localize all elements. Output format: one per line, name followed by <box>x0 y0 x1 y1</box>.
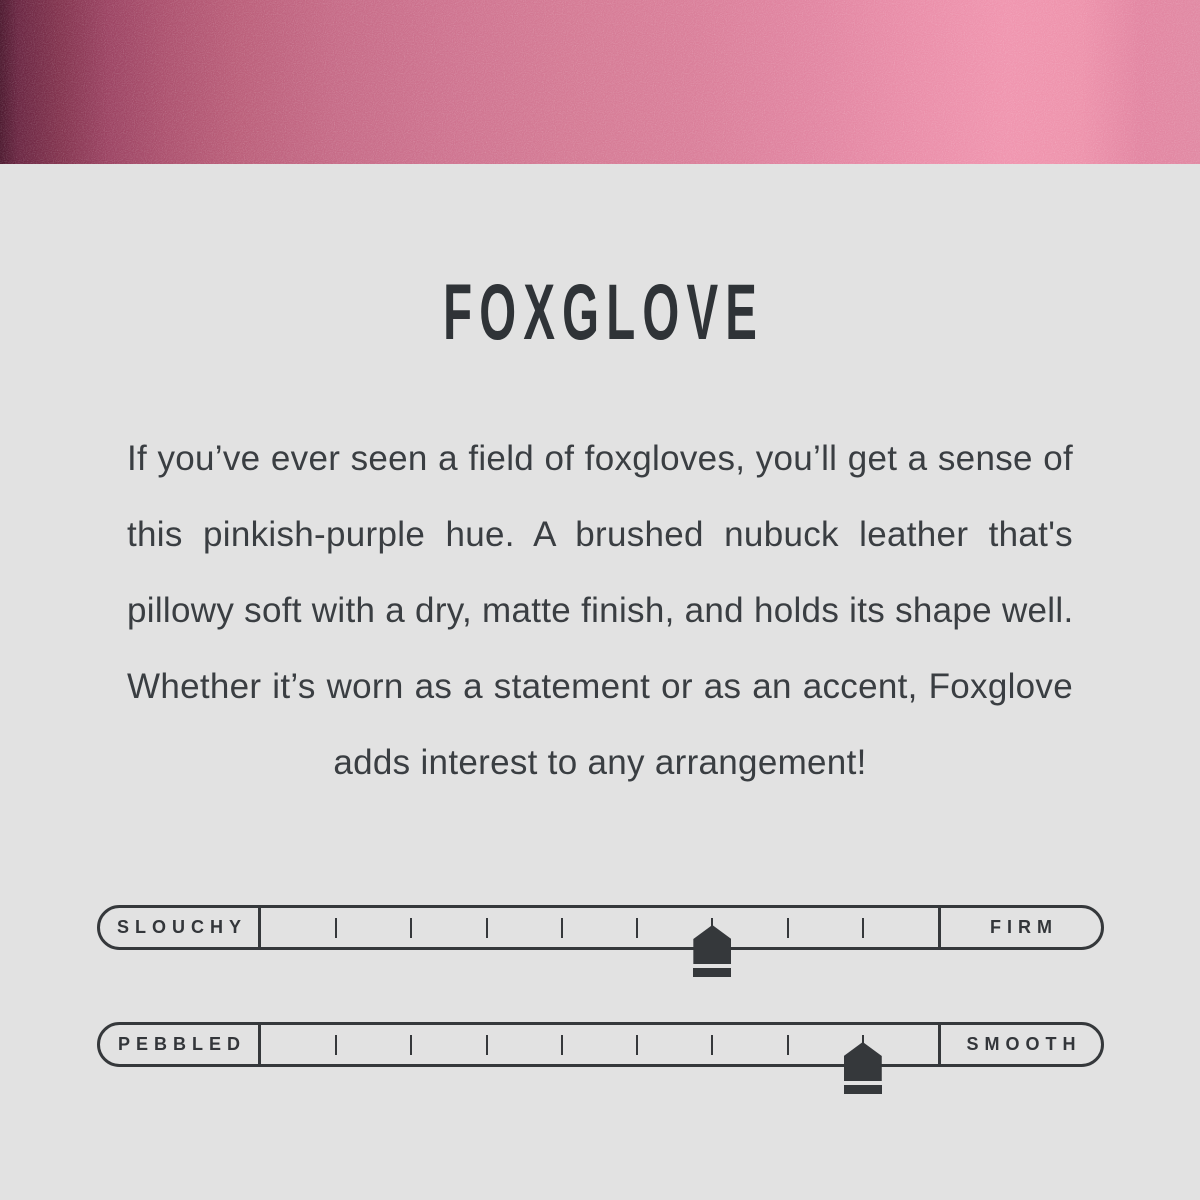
scale-tick <box>486 918 488 938</box>
scale-tick <box>862 918 864 938</box>
scale-tick <box>410 918 412 938</box>
scale-tick <box>335 918 337 938</box>
scale-left-label: SLOUCHY <box>116 917 247 937</box>
scale-tick <box>561 1035 563 1055</box>
scale-right-section <box>941 1025 1101 1064</box>
scale-right-label: FIRM <box>990 917 1058 937</box>
description-line: Whether it’s worn as a statement or as an accent, Foxglove <box>127 667 1073 706</box>
leather-texture-noise <box>0 0 1200 164</box>
description-line: If you’ve ever seen a field of foxgloves, you’ll get a sense of <box>127 439 1073 478</box>
scale-tick-area <box>258 908 941 947</box>
scale-tick <box>636 1035 638 1055</box>
scale-tick <box>636 918 638 938</box>
page-title: FOXGLOVE <box>443 267 765 356</box>
description-line: this pinkish-purple hue. A brushed nubuck leather that's <box>127 515 1073 554</box>
scale-tick <box>787 918 789 938</box>
scale-tick <box>486 1035 488 1055</box>
scale-left-section <box>100 1025 258 1064</box>
description <box>127 421 1073 801</box>
description-line: adds interest to any arrangement! <box>333 743 867 782</box>
scale-right-label: SMOOTH <box>966 1034 1082 1054</box>
scale-right-section <box>941 908 1101 947</box>
pebbled-smooth-scale <box>97 1022 1104 1067</box>
scale-tick <box>787 1035 789 1055</box>
scale-tick <box>335 1035 337 1055</box>
scale-left-label: PEBBLED <box>117 1034 246 1054</box>
marker-bar <box>693 968 731 977</box>
slouchy-firm-scale <box>97 905 1104 950</box>
scale-track <box>97 1022 1104 1067</box>
marker-arrow-icon <box>693 925 731 964</box>
scale-marker[interactable] <box>693 925 731 977</box>
scale-tick <box>561 918 563 938</box>
description-line: pillowy soft with a dry, matte finish, and holds its shape well. <box>127 591 1074 630</box>
scale-track <box>97 905 1104 950</box>
marker-arrow-icon <box>844 1042 882 1081</box>
marker-bar <box>844 1085 882 1094</box>
scale-left-section <box>100 908 258 947</box>
leather-swatch-image <box>0 0 1200 164</box>
scale-tick-area <box>258 1025 941 1064</box>
scale-tick <box>410 1035 412 1055</box>
scale-tick <box>711 1035 713 1055</box>
scale-marker[interactable] <box>844 1042 882 1094</box>
